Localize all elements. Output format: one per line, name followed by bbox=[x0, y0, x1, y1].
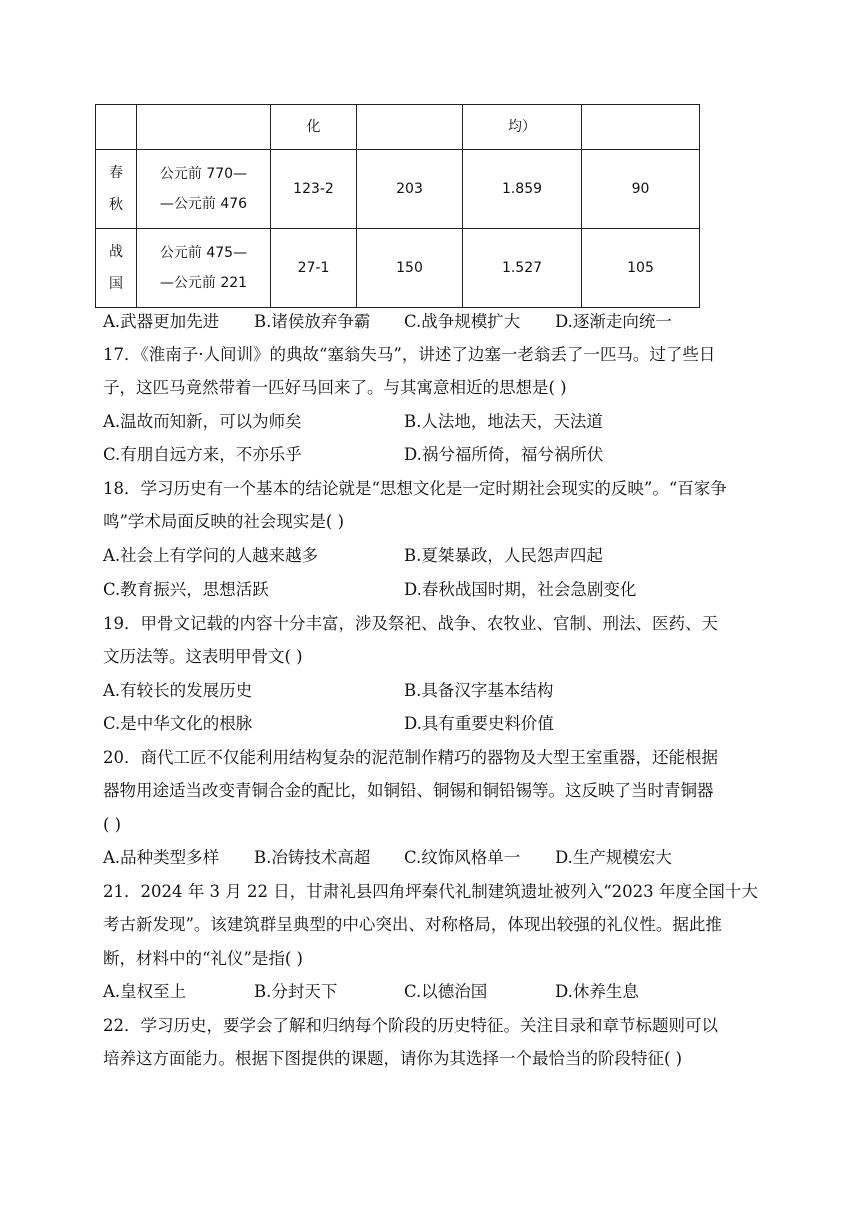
table-row bbox=[96, 105, 700, 150]
q20-option-c: C.纹饰风格单一 bbox=[404, 848, 521, 867]
table-cell: 105 bbox=[582, 229, 700, 308]
q16-option-a: A.武器更加先进 bbox=[103, 312, 220, 331]
table-cell: 1.527 bbox=[463, 229, 582, 308]
q18-option-a: A.社会上有学问的人越来越多 bbox=[103, 546, 319, 565]
table-row bbox=[96, 150, 700, 229]
q22-text-line: 22．学习历史，要学会了解和归纳每个阶段的历史特征。关注目录和章节标题则可以 bbox=[103, 1016, 718, 1035]
q19-option-a: A.有较长的发展历史 bbox=[103, 681, 253, 700]
table-cell: 203 bbox=[357, 150, 463, 229]
q20-option-a: A.品种类型多样 bbox=[103, 848, 220, 867]
q21-option-c: C.以德治国 bbox=[404, 982, 488, 1001]
era-cell: 战 国 bbox=[96, 229, 137, 308]
q21-option-a: A.皇权至上 bbox=[103, 982, 187, 1001]
q20-text-line: 20．商代工匠不仅能利用结构复杂的泥范制作精巧的器物及大型王室重器，还能根据 bbox=[103, 748, 718, 767]
q16-option-d: D.逐渐走向统一 bbox=[555, 312, 672, 331]
q18-option-d: D.春秋战国时期，社会急剧变化 bbox=[404, 580, 637, 599]
q21-text-line: 考古新发现”。该建筑群呈典型的中心突出、对称格局，体现出较强的礼仪性。据此推 bbox=[103, 915, 722, 934]
q17-option-a: A.温故而知新，可以为师矣 bbox=[103, 412, 302, 431]
q22-text-line: 培养这方面能力。根据下图提供的课题，请你为其选择一个最恰当的阶段特征( ) bbox=[103, 1049, 683, 1068]
table-cell: 1.859 bbox=[463, 150, 582, 229]
q17-text-line: 子，这匹马竟然带着一匹好马回来了。与其寓意相近的思想是( ) bbox=[103, 378, 567, 397]
q19-text-line: 19．甲骨文记载的内容十分丰富，涉及祭祀、战争、农牧业、官制、刑法、医药、天 bbox=[103, 614, 718, 633]
q17-option-b: B.人法地，地法天，天法道 bbox=[404, 412, 603, 431]
q18-text-line: 18．学习历史有一个基本的结论就是“思想文化是一定时期社会现实的反映”。“百家争 bbox=[103, 479, 727, 498]
table-cell: 123-2 bbox=[271, 150, 357, 229]
q20-text-line: ( ) bbox=[103, 815, 122, 834]
q19-option-c: C.是中华文化的根脉 bbox=[103, 714, 253, 733]
table-cell: 27-1 bbox=[271, 229, 357, 308]
table-row bbox=[96, 229, 700, 308]
q20-option-b: B.冶铸技术高超 bbox=[254, 848, 371, 867]
era-cell: 春 秋 bbox=[96, 150, 137, 229]
period-cell: 公元前 770— —公元前 476 bbox=[137, 150, 271, 229]
q17-option-d: D.祸兮福所倚，福兮祸所伏 bbox=[404, 445, 604, 464]
q19-option-d: D.具有重要史料价值 bbox=[404, 714, 554, 733]
q19-text-line: 文历法等。这表明甲骨文( ) bbox=[103, 647, 303, 666]
q16-option-b: B.诸侯放弃争霸 bbox=[254, 312, 371, 331]
q19-option-b: B.具备汉字基本结构 bbox=[404, 681, 554, 700]
q21-text-line: 断，材料中的“礼仪”是指( ) bbox=[103, 949, 303, 968]
table-cell: 150 bbox=[357, 229, 463, 308]
q17-text-line: 17．《淮南子·人间训》的典故“塞翁失马”，讲述了边塞一老翁丢了一匹马。过了些日 bbox=[103, 345, 716, 364]
data-table bbox=[95, 104, 700, 308]
table-cell: 均） bbox=[463, 105, 582, 150]
q21-text-line: 21．2024 年 3 月 22 日，甘肃礼县四角坪秦代礼制建筑遗址被列入“2023 年度全国十大 bbox=[103, 882, 758, 901]
q21-option-d: D.休养生息 bbox=[555, 982, 639, 1001]
q20-text-line: 器物用途适当改变青铜合金的配比，如铜铅、铜锡和铜铅锡等。这反映了当时青铜器 bbox=[103, 781, 714, 800]
q16-option-c: C.战争规模扩大 bbox=[404, 312, 521, 331]
q17-option-c: C.有朋自远方来，不亦乐乎 bbox=[103, 445, 302, 464]
q21-option-b: B.分封天下 bbox=[254, 982, 338, 1001]
q18-text-line: 鸣”学术局面反映的社会现实是( ) bbox=[103, 512, 345, 531]
table-cell: 90 bbox=[582, 150, 700, 229]
table-cell: 化 bbox=[271, 105, 357, 150]
q18-option-b: B.夏桀暴政，人民怨声四起 bbox=[404, 546, 603, 565]
q18-option-c: C.教育振兴，思想活跃 bbox=[103, 580, 269, 599]
q20-option-d: D.生产规模宏大 bbox=[555, 848, 672, 867]
period-cell: 公元前 475— —公元前 221 bbox=[137, 229, 271, 308]
